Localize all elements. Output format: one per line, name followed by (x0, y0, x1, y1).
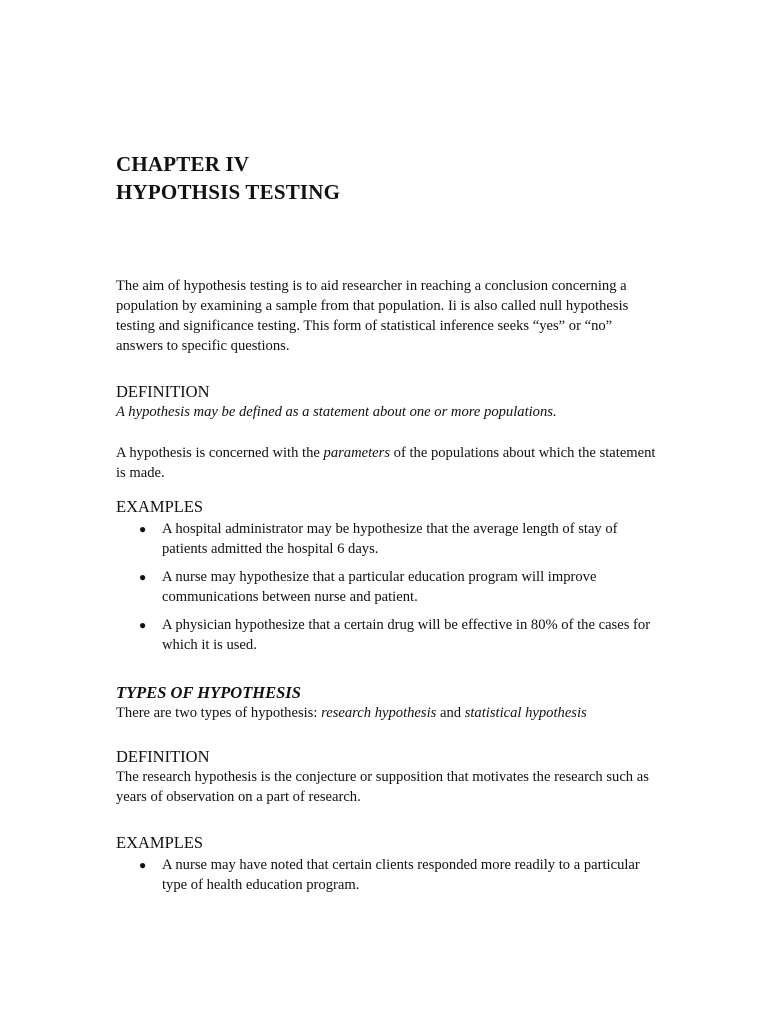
chapter-title (116, 150, 656, 206)
chapter-number: CHAPTER IV (116, 152, 250, 176)
page-content (116, 150, 656, 903)
bullet-icon: ● (139, 522, 147, 536)
parameters-term: parameters (323, 445, 391, 461)
list-item-text: A nurse may hypothesize that a particular education program will improve communications between nurse and patient. (162, 569, 597, 605)
types-text-before: There are two types of hypothesis: (116, 705, 322, 721)
types-text-middle: and (436, 705, 465, 721)
examples-list (116, 855, 656, 895)
types-paragraph (116, 703, 656, 723)
types-statistical-term: statistical hypothesis (464, 705, 587, 721)
definition-text: The research hypothesis is the conjecture or supposition that motivates the research such as years of observation on a part of research. (116, 769, 649, 805)
definition-text: A hypothesis may be defined as a statement about one or more populations. (116, 404, 557, 420)
definition-heading: DEFINITION (116, 747, 210, 766)
types-heading: TYPES OF HYPOTHESIS (116, 683, 301, 702)
bullet-icon: ● (139, 570, 147, 584)
list-item-text: A physician hypothesize that a certain drug will be effective in 80% of the cases for which it is used. (162, 617, 651, 653)
list-item (116, 567, 656, 607)
examples-heading: EXAMPLES (116, 497, 204, 516)
list-item-text: A hospital administrator may be hypothesize that the average length of stay of patients admitted the hospital 6 days. (162, 521, 618, 557)
examples-list (116, 519, 656, 655)
intro-paragraph: The aim of hypothesis testing is to aid researcher in reaching a conclusion concerning a population by examining a sample from that population. Ii is also called null hypothesis testing and significance testing. This form of statistical inference seeks “yes” or “no” answers to specific questions. (116, 278, 629, 354)
list-item-text: A nurse may have noted that certain clients responded more readily to a particular type of health education program. (162, 857, 640, 893)
parameters-text-before: A hypothesis is concerned with the (116, 445, 324, 461)
types-research-term: research hypothesis (321, 705, 437, 721)
parameters-paragraph (116, 443, 656, 483)
bullet-icon: ● (139, 858, 147, 872)
parameters-text-after: of the populations about which the statement is made. (116, 445, 656, 481)
definition-heading: DEFINITION (116, 382, 210, 401)
list-item (116, 855, 656, 895)
bullet-icon: ● (139, 618, 147, 632)
chapter-name: HYPOTHSIS TESTING (116, 180, 341, 204)
examples-heading: EXAMPLES (116, 833, 204, 852)
list-item (116, 615, 656, 655)
list-item (116, 519, 656, 559)
